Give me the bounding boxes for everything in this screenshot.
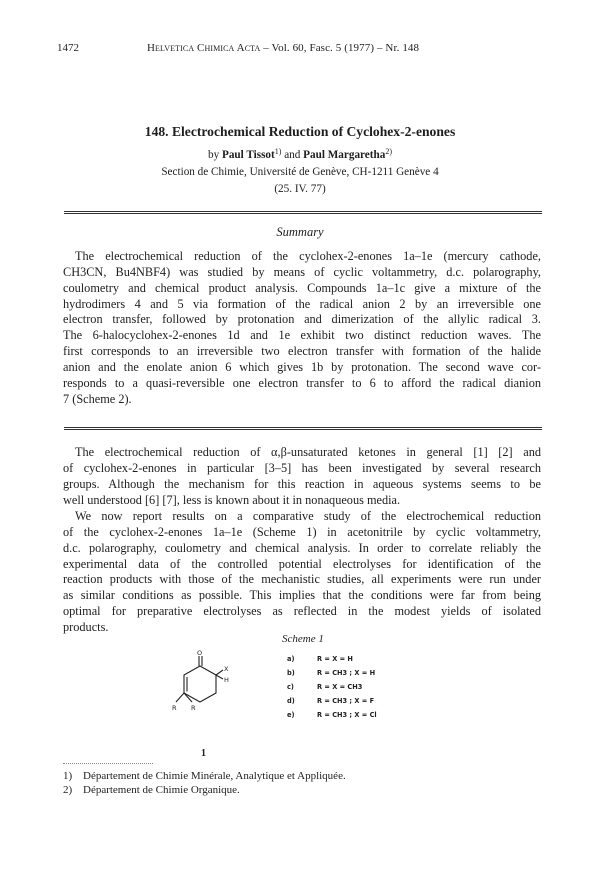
text-line: We now report results on a comparative study of the electrochemical reduction: [75, 509, 541, 523]
received-date: (25. IV. 77): [274, 183, 326, 195]
scheme-label: Scheme 1: [282, 633, 324, 645]
variant-label: d): [287, 697, 295, 705]
summary-text: [63, 249, 541, 407]
footnote-text: Département de Chimie Minérale, Analytique et Appliquée.: [83, 770, 346, 782]
text-line: The electrochemical reduction of the cyclohex-2-enones 1a–1e (mercury cathode,: [75, 249, 541, 263]
text-line: well understood [6] [7], less is known about it in nonaqueous media.: [63, 492, 401, 507]
text-line: groups. Although the mechanism for this reaction in aqueous systems seems to be: [63, 476, 541, 491]
text-line: optimal for preparative electrolyses as reflected in the modest yields of isolated: [63, 604, 541, 619]
footnote-2: [63, 784, 240, 796]
text-line: hydrodimers 4 and 5 via formation of the radical anion 2 by an irreversible one: [63, 296, 541, 311]
atom-O: O: [197, 650, 203, 657]
summary-rule-top-2: [64, 213, 542, 214]
text-line: CH3CN, Bu4NBF4) was studied by means of cyclic voltammetry, d.c. polarography,: [63, 264, 541, 279]
text-line: anion and the enolate anion 6 which gives 1b by protonation. The second wave cor-: [63, 359, 541, 374]
body-paragraph-1: [63, 445, 541, 508]
text-line: The electrochemical reduction of α,β-unsaturated ketones in general [1] [2] and: [75, 445, 541, 459]
cyclohexenone-structure: [164, 650, 234, 720]
text-line: of cyclohex-2-enones in particular [3–5] has been investigated by several research: [63, 460, 541, 475]
substituent-row: [287, 683, 377, 697]
text-line: products.: [63, 619, 109, 634]
by-word: by: [208, 149, 220, 161]
variant-definition: R = CH3 ; X = Cl: [317, 711, 377, 719]
variant-label: c): [287, 683, 294, 691]
summary-rule-top: [64, 211, 542, 212]
variant-label: b): [287, 669, 295, 677]
summary-rule-bottom-2: [64, 429, 542, 430]
text-line: reaction products with those of the mechanistic studies, all experiments were run under: [63, 572, 541, 587]
text-line: 7 (Scheme 2).: [63, 391, 132, 406]
text-line: first corresponds to an irreversible two electron transfer with formation of the halide: [63, 344, 541, 359]
substituent-row: [287, 655, 377, 669]
footnote-ref-1: 1): [274, 147, 282, 156]
text-line: of the cyclohex-2-enones 1a–1e (Scheme 1) in acetonitrile by cyclic voltammetry,: [63, 524, 541, 539]
body-paragraph-2: [63, 509, 541, 636]
footnote-mark: 1): [63, 770, 73, 782]
atom-H: H: [224, 676, 229, 684]
text-line: The 6-halocyclohex-2-enones 1d and 1e exhibit two distinct reduction waves. The: [63, 328, 541, 343]
running-header: [57, 42, 543, 56]
text-line: as similar conditions as possible. This implies that the conditions were far from being: [63, 588, 541, 603]
variant-label: e): [287, 711, 295, 719]
journal-issue: – Vol. 60, Fasc. 5 (1977) – Nr. 148: [263, 42, 420, 54]
journal-name: Helvetica Chimica Acta: [147, 42, 261, 54]
substituent-row: [287, 711, 377, 725]
summary-heading: Summary: [276, 225, 324, 239]
variant-definition: R = X = H: [317, 655, 353, 663]
text-line: d.c. polarography, coulometry and chemical analysis. In order to correlate reliably the: [63, 540, 541, 555]
footnote-1: [63, 770, 346, 782]
page-number: 1472: [57, 42, 79, 54]
text-line: coulometry and chemical product analysis. Compounds 1a–1c give a mixture of the: [63, 280, 541, 295]
compound-number: 1: [201, 748, 206, 759]
footnote-ref-2: 2): [385, 147, 392, 156]
text-line: responds to a quasi-reversible one electron transfer to 6 to afford the radical dianion: [63, 375, 541, 390]
summary-rule-bottom: [64, 427, 542, 428]
footnote-mark: 2): [63, 784, 73, 796]
substituent-table: [287, 655, 377, 725]
author-2: Paul Margaretha: [303, 149, 386, 161]
article-title: 148. Electrochemical Reduction of Cyclohex-2-enones: [144, 124, 456, 139]
atom-R-right: R: [191, 704, 196, 712]
atom-X: X: [224, 665, 229, 673]
text-line: electron transfer, followed by protonation and dimerization of the allylic radical 3.: [63, 312, 541, 327]
affiliation: Section de Chimie, Université de Genève, CH-1211 Genève 4: [161, 166, 439, 178]
and-word: and: [284, 149, 301, 161]
variant-label: a): [287, 655, 295, 663]
footnote-text: Département de Chimie Organique.: [83, 784, 240, 796]
variant-definition: R = CH3 ; X = F: [317, 697, 375, 705]
variant-definition: R = X = CH3: [317, 683, 363, 691]
author-line: [0, 149, 600, 161]
variant-definition: R = CH3 ; X = H: [317, 669, 376, 677]
substituent-row: [287, 697, 377, 711]
text-line: experimental data of the controlled potential electrolyses for identification of the: [63, 556, 541, 571]
substituent-row: [287, 669, 377, 683]
author-1: Paul Tissot: [222, 149, 275, 161]
footnote-separator: [63, 763, 153, 764]
journal-citation: [147, 42, 419, 54]
atom-R-left: R: [172, 704, 177, 712]
